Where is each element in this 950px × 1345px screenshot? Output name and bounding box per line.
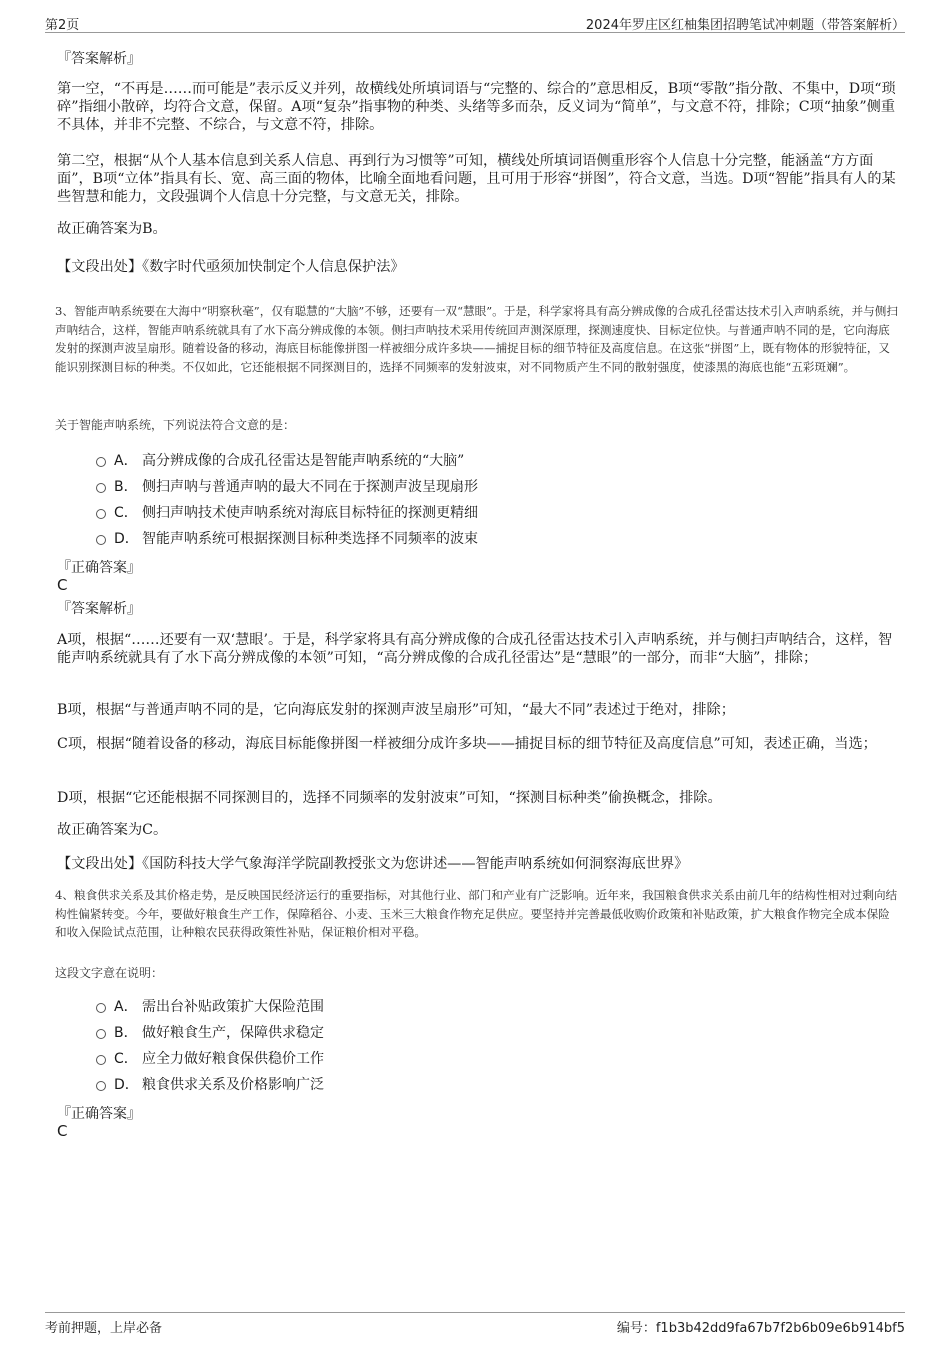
q2-conclusion: 故正确答案为B。	[57, 221, 167, 237]
q3-option-c[interactable]	[96, 504, 478, 522]
document-code: 编号：f1b3b42dd9fa67b7f2b6b09e6b914bf5	[616, 1321, 905, 1336]
q3-answer-label: 『正确答案』	[57, 560, 141, 576]
radio-icon[interactable]	[96, 1029, 106, 1039]
option-letter: A．	[114, 999, 138, 1015]
option-letter: C．	[114, 505, 138, 521]
option-letter: A．	[114, 453, 138, 469]
radio-icon[interactable]	[96, 509, 106, 519]
q4-answer-label: 『正确答案』	[57, 1106, 141, 1122]
radio-icon[interactable]	[96, 457, 106, 467]
q3-analysis-label: 『答案解析』	[57, 601, 141, 617]
radio-icon[interactable]	[96, 535, 106, 545]
option-text: 高分辨成像的合成孔径雷达是智能声呐系统的“大脑”	[142, 453, 465, 469]
q3-option-d[interactable]	[96, 530, 478, 548]
q3-source: 【文段出处】《国防科技大学气象海洋学院副教授张文为您讲述——智能声呐系统如何洞察海底世界》	[57, 856, 689, 872]
option-text: 侧扫声呐技术使声呐系统对海底目标特征的探测更精细	[142, 505, 478, 521]
q4-option-c[interactable]	[96, 1050, 324, 1068]
radio-icon[interactable]	[96, 1081, 106, 1091]
radio-icon[interactable]	[96, 1003, 106, 1013]
q2-analysis-para-2: 第二空，根据“从个人基本信息到关系人信息、再到行为习惯等”可知，横线处所填词语侧重形容个人信息十分完整，能涵盖“方方面面”，B项“立体”指具有长、宽、高三面的物体，比喻全面地看问题，且可用于形容“拼图”，符合文意，当选。D项“智能”指具有人的某些智慧和能力，文段强调个人信息十分完整，与文意无关，排除。	[57, 153, 896, 205]
q3-analysis-b: B项，根据“与普通声呐不同的是，它向海底发射的探测声波呈扇形”可知，“最大不同”表述过于绝对，排除；	[57, 702, 735, 718]
option-text: 侧扫声呐与普通声呐的最大不同在于探测声波呈现扇形	[142, 479, 478, 495]
page-number: 第2页	[45, 18, 80, 33]
q3-question-text: 3、智能声呐系统要在大海中“明察秋毫”，仅有聪慧的“大脑”不够，还要有一双“慧眼”。于是，科学家将具有高分辨成像的合成孔径雷达技术引入声呐系统，并与侧扫声呐结合，这样，智能声呐系统就具有了水下高分辨成像的本领。侧扫声呐技术采用传统回声测深原理，探测速度快、目标定位快。与普通声呐不同的是，它向海底发射的探测声波呈扇形。随着设备的移动，海底目标能像拼图一样被细分成许多块——捕捉目标的细节特征及高度信息。在这张“拼图”上，既有物体的形貌特征，又能识别探测目标的种类。不仅如此，它还能根据不同探测目的，选择不同频率的发射波束，对不同物质产生不同的散射强度，使漆黑的海底也能“五彩斑斓”。	[55, 304, 898, 374]
q4-prompt: 这段文字意在说明：	[55, 966, 164, 980]
option-text: 粮食供求关系及价格影响广泛	[142, 1077, 324, 1093]
option-letter: B．	[114, 1025, 138, 1041]
q2-analysis-para-1: 第一空，“不再是……而可能是”表示反义并列，故横线处所填词语与“完整的、综合的”意思相反，B项“零散”指分散、不集中，D项“琐碎”指细小散碎，均符合文意，保留。A项“复杂”指事物的种类、头绪等多而杂，反义词为“简单”，与文意不符，排除；C项“抽象”侧重不具体，并非不完整、不综合，与文意不符，排除。	[57, 81, 896, 133]
option-letter: D．	[114, 531, 139, 547]
q4-option-d[interactable]	[96, 1076, 324, 1094]
page-header	[45, 12, 905, 33]
radio-icon[interactable]	[96, 483, 106, 493]
q3-analysis-d: D项，根据“它还能根据不同探测目的，选择不同频率的发射波束”可知，“探测目标种类”偷换概念，排除。	[57, 790, 722, 806]
option-text: 应全力做好粮食保供稳价工作	[142, 1051, 324, 1067]
q2-analysis-label: 『答案解析』	[57, 51, 141, 67]
footer-slogan: 考前押题，上岸必备	[45, 1321, 163, 1336]
q3-option-a[interactable]	[96, 452, 464, 470]
radio-icon[interactable]	[96, 1055, 106, 1065]
option-text: 做好粮食生产，保障供求稳定	[142, 1025, 324, 1041]
document-title: 2024年罗庄区红柚集团招聘笔试冲刺题（带答案解析）	[585, 18, 905, 33]
q3-prompt: 关于智能声呐系统，下列说法符合文意的是：	[55, 418, 296, 432]
q4-option-b[interactable]	[96, 1024, 324, 1042]
q4-answer: C	[57, 1122, 68, 1140]
q4-question-text: 4、粮食供求关系及其价格走势，是反映国民经济运行的重要指标，对其他行业、部门和产业有广泛影响。近年来，我国粮食供求关系由前几年的结构性相对过剩向结构性偏紧转变。今年，要做好粮食生产工作，保障稻谷、小麦、玉米三大粮食作物充足供应。要坚持并完善最低收购价政策和补贴政策，扩大粮食作物完全成本保险和收入保险试点范围，让种粮农民获得政策性补贴，保证粮价相对平稳。	[55, 888, 898, 940]
q2-source: 【文段出处】《数字时代亟须加快制定个人信息保护法》	[57, 259, 405, 275]
option-letter: B．	[114, 479, 138, 495]
page-footer	[45, 1312, 905, 1335]
q4-option-a[interactable]	[96, 998, 324, 1016]
q3-analysis-a: A项，根据“……还要有一双‘慧眼’。于是，科学家将具有高分辨成像的合成孔径雷达技术引入声呐系统，并与侧扫声呐结合，这样，智能声呐系统就具有了水下高分辨成像的本领”可知，“高分辨成像的合成孔径雷达”是“慧眼”的一部分，而非“大脑”，排除；	[57, 632, 893, 666]
q3-analysis-c: C项，根据“随着设备的移动，海底目标能像拼图一样被细分成许多块——捕捉目标的细节特征及高度信息”可知，表述正确，当选；	[57, 736, 877, 752]
option-letter: D．	[114, 1077, 139, 1093]
q3-option-b[interactable]	[96, 478, 478, 496]
option-text: 智能声呐系统可根据探测目标种类选择不同频率的波束	[142, 531, 478, 547]
option-text: 需出台补贴政策扩大保险范围	[142, 999, 324, 1015]
q3-answer: C	[57, 576, 68, 594]
option-letter: C．	[114, 1051, 138, 1067]
q3-conclusion: 故正确答案为C。	[57, 822, 168, 838]
